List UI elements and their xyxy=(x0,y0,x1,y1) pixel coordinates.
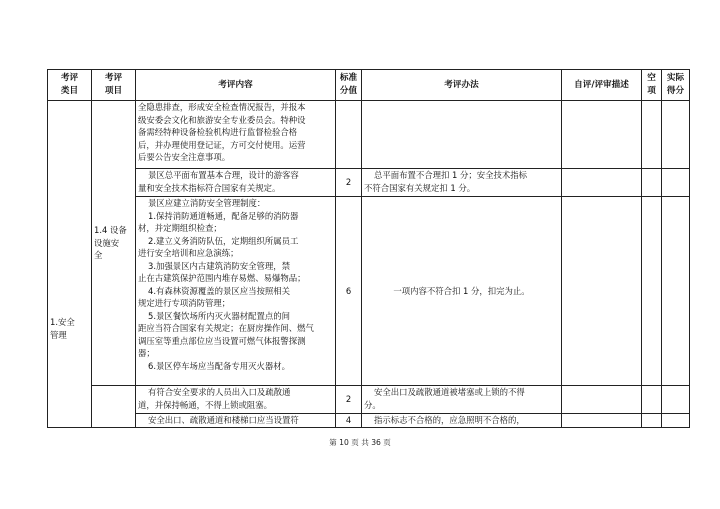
empty-cell xyxy=(642,101,662,169)
content-cell: 景区应建立消防安全管理制度： 1.保持消防通道畅通，配备足够的消防器 材，并定期组织检查； 2.建立义务消防队伍，定期组织所属员工 进行安全培训和应急演练； 3.加强景区内古建筑消防安全管理，禁 止在古建筑保护范围内堆存易燃、易爆物品； 4.有森林资源覆盖的景区应当按照相关 规定进行专项消防管理； 5.景区餐饮场所内灭火器材配置点的间 距应当符合国家有关规定；在厨房操作间、燃气 调压室等重点部位应当设置可燃气体报警探测 器； 6.景区停车场应当配备专用灭火器材。 xyxy=(136,197,336,386)
score-cell: 4 xyxy=(336,414,362,428)
header-self-eval: 自评/评审描述 xyxy=(562,70,642,101)
table-row xyxy=(48,386,690,414)
content-cell: 全隐患排查，形成安全检查情况报告，并报本 级安委会文化和旅游安全专业委员会。特种设 备需经特种设备检验机构进行监督检验合格 后，并办理使用登记证，方可交付使用。运营 后要公告安全注意事项。 xyxy=(136,101,336,169)
header-content: 考评内容 xyxy=(136,70,336,101)
header-actual: 实际 得分 xyxy=(662,70,690,101)
self-eval-cell xyxy=(562,414,642,428)
content-cell: 有符合安全要求的人员出入口及疏散通 道，并保持畅通，不得上锁或阻塞。 xyxy=(136,386,336,414)
self-eval-cell xyxy=(562,386,642,414)
header-row xyxy=(48,70,690,101)
header-item: 考评 项目 xyxy=(92,70,136,101)
category-cell: 1.安全 管理 xyxy=(48,101,92,428)
method-cell: 安全出口及疏散通道被堵塞或上锁的不得 分。 xyxy=(362,386,562,414)
page-footer: 第 10 页 共 36 页 xyxy=(329,438,391,447)
item-cell: 1.4 设备 设施安 全 xyxy=(92,101,136,386)
actual-cell xyxy=(662,414,690,428)
evaluation-table xyxy=(47,69,690,428)
header-empty: 空 项 xyxy=(642,70,662,101)
score-cell: 2 xyxy=(336,386,362,414)
content-cell: 景区总平面布置基本合理，设计的游客容 量和安全技术指标符合国家有关规定。 xyxy=(136,169,336,197)
table-row xyxy=(48,169,690,197)
empty-cell xyxy=(642,414,662,428)
empty-cell xyxy=(642,169,662,197)
header-category: 考评 类目 xyxy=(48,70,92,101)
table-row xyxy=(48,414,690,428)
score-cell: 6 xyxy=(336,197,362,386)
method-cell: 一项内容不符合扣 1 分，扣完为止。 xyxy=(362,197,562,386)
method-cell: 指示标志不合格的，应急照明不合格的， xyxy=(362,414,562,428)
actual-cell xyxy=(662,197,690,386)
empty-cell xyxy=(642,386,662,414)
method-cell: 总平面布置不合理扣 1 分；安全技术指标 不符合国家有关规定扣 1 分。 xyxy=(362,169,562,197)
self-eval-cell xyxy=(562,197,642,386)
content-cell: 安全出口、疏散通道和楼梯口应当设置符 xyxy=(136,414,336,428)
actual-cell xyxy=(662,386,690,414)
actual-cell xyxy=(662,101,690,169)
table-row xyxy=(48,101,690,169)
header-method: 考评办法 xyxy=(362,70,562,101)
header-score: 标准 分值 xyxy=(336,70,362,101)
self-eval-cell xyxy=(562,169,642,197)
empty-cell xyxy=(642,197,662,386)
method-cell xyxy=(362,101,562,169)
actual-cell xyxy=(662,169,690,197)
item-cell-continued xyxy=(92,386,136,428)
self-eval-cell xyxy=(562,101,642,169)
table-row xyxy=(48,197,690,386)
score-cell xyxy=(336,101,362,169)
score-cell: 2 xyxy=(336,169,362,197)
